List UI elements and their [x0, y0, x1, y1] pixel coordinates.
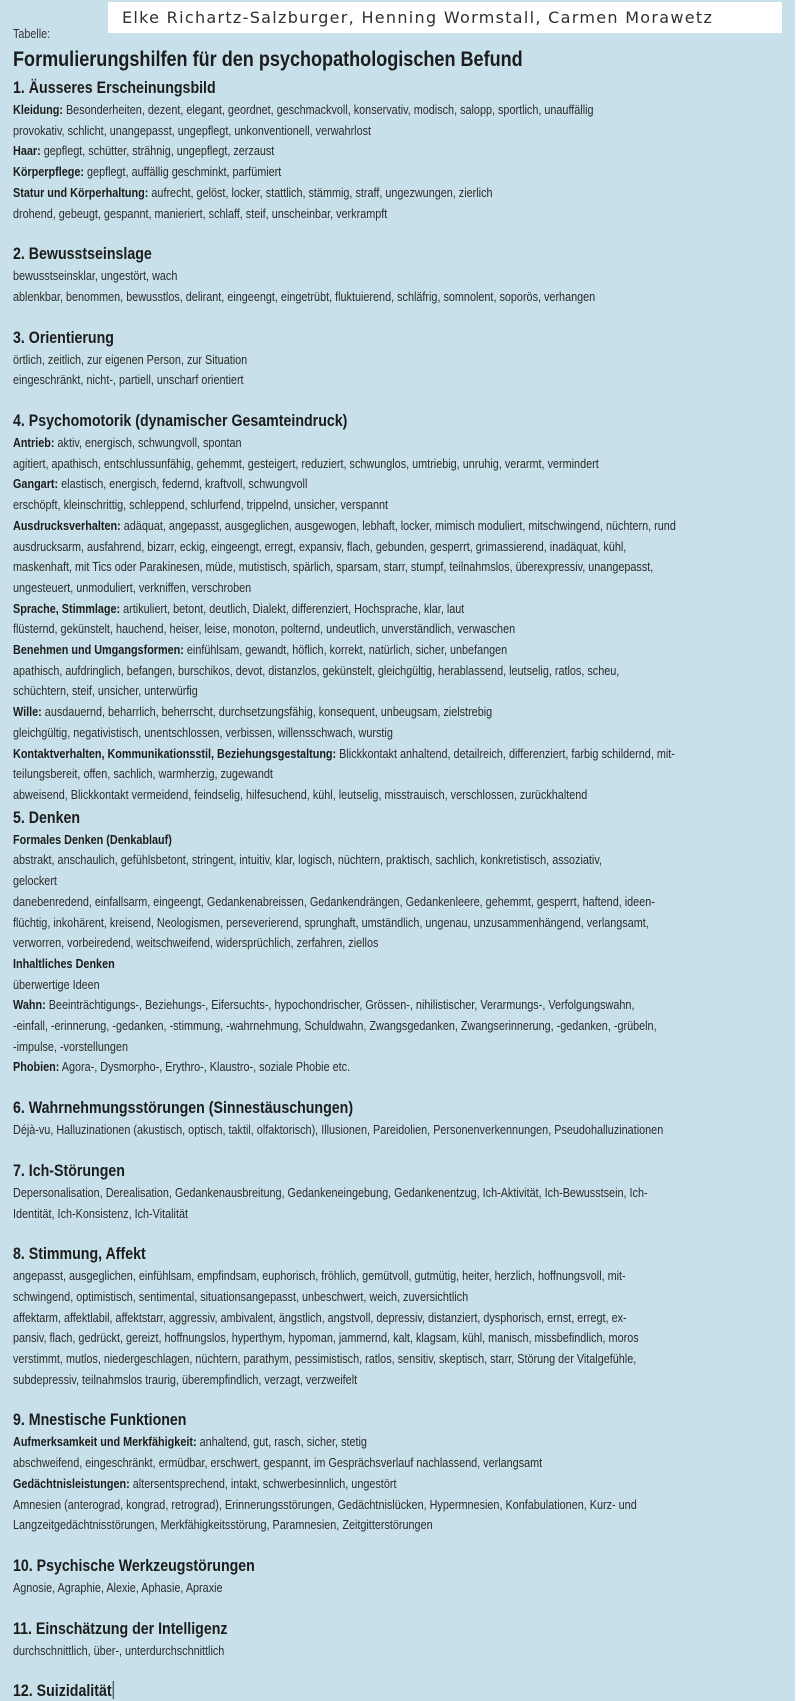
section-2 — [13, 242, 791, 307]
section-heading: 5. Denken — [13, 808, 81, 827]
entry-line — [13, 162, 791, 183]
entry-text: Beeinträchtigungs-, Beziehungs-, Eifersuchts-, hypochondrischer, Grössen-, nihilistischer, Verarmungs-, Verfolgungswahn, — [48, 998, 635, 1013]
entry-line: ungesteuert, unmoduliert, verkniffen, verschroben — [13, 580, 252, 595]
entry-line: danebenredend, einfallsarm, eingeengt, Gedankenabreissen, Gedankendrängen, Gedankenleere, gehemmt, gesperrt, haftend, ideen- — [13, 894, 655, 909]
page-title: Formulierungshilfen für den psychopathologischen Befund — [13, 48, 523, 71]
entry-line: flüchtig, inkohärent, kreisend, Neologismen, perseverierend, sprunghaft, umständlich, ungenau, unzusammenhängend, verlangsamt, — [13, 915, 649, 930]
section-heading: 8. Stimmung, Affekt — [13, 1245, 146, 1264]
term-label: Statur und Körperhaltung: — [13, 185, 149, 200]
entry-text: altersentsprechend, intakt, schwerbesinnlich, ungestört — [132, 1476, 397, 1491]
entry-line: verstimmt, mutlos, niedergeschlagen, nüchtern, parathym, pessimistisch, ratlos, sensitiv, skeptisch, starr, Störung der Vitalgefühle, — [13, 1352, 637, 1367]
entry-line: erschöpft, kleinschrittig, schleppend, schlurfend, trippelnd, unsicher, verspannt — [13, 498, 389, 513]
entry-line: pansiv, flach, gedrückt, gereizt, hoffnungslos, hyperthym, hypoman, jammernd, kalt, klagsam, kühl, manisch, missbefindlich, moros — [13, 1331, 639, 1346]
entry-line: provokativ, schlicht, unangepasst, ungepflegt, unkonventionell, verwahrlost — [13, 123, 372, 138]
section-9 — [13, 1408, 791, 1536]
entry-line: bewusstseinsklar, ungestört, wach — [13, 269, 178, 284]
entry-line: schwingend, optimistisch, sentimental, situationsangepasst, unbeschwert, weich, zuversichtlich — [13, 1289, 469, 1304]
term-label: Kontaktverhalten, Kommunikationsstil, Beziehungsgestaltung: — [13, 746, 337, 761]
term-label: Ausdrucksverhalten: — [13, 518, 121, 533]
section-heading: 9. Mnestische Funktionen — [13, 1411, 187, 1430]
section-5 — [13, 806, 791, 1078]
entry-line: gelockert — [13, 874, 57, 889]
author-names: Elke Richartz-Salzburger, Henning Wormstall, Carmen Morawetz — [108, 2, 782, 33]
entry-line: subdepressiv, teilnahmslos traurig, überempfindlich, verzagt, verzweifelt — [13, 1372, 358, 1387]
entry-text: elastisch, energisch, federnd, kraftvoll, schwungvoll — [61, 477, 308, 492]
entry-line: Depersonalisation, Derealisation, Gedankenausbreitung, Gedankeneingebung, Gedankenentzug, Ich-Aktivität, Ich-Bewusstsein, Ich- — [13, 1185, 648, 1200]
entry-line — [13, 433, 791, 454]
entry-text: einfühlsam, gewandt, höflich, korrekt, natürlich, sicher, unbefangen — [186, 643, 508, 658]
entry-line: Langzeitgedächtnisstörungen, Merkfähigkeitsstörung, Paramnesien, Zeitgitterstörungen — [13, 1518, 433, 1533]
section-heading: 4. Psychomotorik (dynamischer Gesamteindruck) — [13, 412, 348, 431]
term-label: Gangart: — [13, 477, 59, 492]
entry-line: durchschnittlich, über-, unterdurchschnittlich — [13, 1643, 225, 1658]
entry-line: abstrakt, anschaulich, gefühlsbetont, stringent, intuitiv, klar, logisch, nüchtern, praktisch, sachlich, konkretistisch, assoziativ, — [13, 853, 602, 868]
entry-line — [13, 474, 791, 495]
term-label: Kleidung: — [13, 103, 63, 117]
section-8 — [13, 1242, 791, 1390]
section-6 — [13, 1096, 791, 1141]
term-label: Phobien: — [13, 1060, 60, 1075]
section-3 — [13, 326, 791, 391]
entry-text: gepflegt, auffällig geschminkt, parfümiert — [87, 165, 282, 180]
entry-line — [13, 995, 791, 1016]
entry-line — [13, 516, 791, 537]
term-label: Sprache, Stimmlage: — [13, 601, 121, 616]
entry-line — [13, 1432, 791, 1453]
subheading: Formales Denken (Denkablauf) — [13, 832, 172, 847]
entry-line: -einfall, -erinnerung, -gedanken, -stimmung, -wahrnehmung, Schuldwahn, Zwangsgedanken, Zwangserinnerung, -gedanken, -grübeln, — [13, 1019, 657, 1034]
entry-line: Amnesien (anterograd, kongrad, retrograd), Erinnerungsstörungen, Gedächtnislücken, Hypermnesien, Konfabulationen, Kurz- und — [13, 1497, 637, 1512]
entry-line — [13, 183, 791, 204]
entry-line: -impulse, -vorstellungen — [13, 1039, 128, 1054]
entry-line: affektarm, affektlabil, affektstarr, aggressiv, ambivalent, ängstlich, angstvoll, depressiv, distanziert, dysphorisch, ernst, erregt, ex- — [13, 1310, 627, 1325]
entry-line: agitiert, apathisch, entschlussunfähig, gehemmt, gesteigert, reduziert, schwunglos, umtriebig, unruhig, verarmt, vermindert — [13, 456, 599, 471]
term-label: Wahn: — [13, 998, 46, 1013]
entry-line — [13, 1057, 791, 1078]
term-label: Gedächtnisleistungen: — [13, 1476, 130, 1491]
entry-text: aktiv, energisch, schwungvoll, spontan — [57, 436, 242, 451]
entry-line: abweisend, Blickkontakt vermeidend, feindselig, hilfesuchend, kühl, leutselig, misstrauisch, verschlossen, zurückhaltend — [13, 787, 588, 802]
section-heading: 2. Bewusstseinslage — [13, 245, 152, 264]
section-heading: 6. Wahrnehmungsstörungen (Sinnestäuschungen) — [13, 1099, 354, 1118]
section-heading: 1. Äusseres Erscheinungsbild — [13, 79, 216, 97]
entry-text: anhaltend, gut, rasch, sicher, stetig — [199, 1435, 367, 1450]
entry-line: apathisch, aufdringlich, befangen, burschikos, devot, distanzlos, gekünstelt, gleichgültig, herablassend, leutselig, ratlos, scheu, — [13, 663, 620, 678]
entry-line: örtlich, zeitlich, zur eigenen Person, zur Situation — [13, 352, 248, 367]
entry-line — [13, 599, 791, 620]
section-heading: 7. Ich-Störungen — [13, 1161, 125, 1180]
entry-line: teilungsbereit, offen, sachlich, warmherzig, zugewandt — [13, 767, 273, 782]
entry-line: gleichgültig, negativistisch, unentschlossen, verbissen, willensschwach, wurstig — [13, 725, 393, 740]
entry-text: ausdauernd, beharrlich, beherrscht, durchsetzungsfähig, konsequent, unbeugsam, zielstrebig — [44, 705, 493, 720]
text-cursor — [112, 1681, 113, 1699]
section-7 — [13, 1159, 791, 1224]
section-4 — [13, 409, 791, 806]
term-label: Haar: — [13, 144, 41, 159]
entry-line: flüsternd, gekünstelt, hauchend, heiser, leise, monoton, polternd, undeutlich, unverständlich, verwaschen — [13, 622, 516, 637]
section-heading: 10. Psychische Werkzeugstörungen — [13, 1556, 255, 1575]
entry-line: ausdrucksarm, ausfahrend, bizarr, eckig, eingeengt, erregt, expansiv, flach, gebunden, gesperrt, grimassierend, inadäquat, kühl, — [13, 539, 627, 554]
section-1 — [13, 76, 791, 224]
entry-line — [13, 1474, 791, 1495]
entry-line — [13, 100, 791, 121]
entry-line: eingeschränkt, nicht-, partiell, unscharf orientiert — [13, 373, 244, 388]
entry-line: abschweifend, eingeschränkt, ermüdbar, erschwert, gespannt, im Gesprächsverlauf nachlassend, verlangsamt — [13, 1456, 543, 1471]
entry-line: schüchtern, steif, unsicher, unterwürfig — [13, 684, 198, 699]
term-label: Benehmen und Umgangsformen: — [13, 643, 184, 658]
entry-text: adäquat, angepasst, ausgeglichen, ausgewogen, lebhaft, locker, mimisch moduliert, mitschwingend, nüchtern, rund — [123, 518, 676, 533]
entry-line: überwertige Ideen — [13, 977, 100, 992]
entry-text: Besonderheiten, dezent, elegant, geordnet, geschmackvoll, konservativ, modisch, salopp, sportlich, unauffällig — [65, 103, 594, 117]
table-label: Tabelle: — [13, 27, 51, 41]
table-content — [13, 24, 791, 1701]
subheading: Inhaltliches Denken — [13, 956, 115, 971]
entry-line: Agnosie, Agraphie, Alexie, Aphasie, Apraxie — [13, 1580, 223, 1595]
entry-line — [13, 702, 791, 723]
term-label: Antrieb: — [13, 436, 55, 451]
entry-line — [13, 141, 791, 162]
entry-line: ablenkbar, benommen, bewusstlos, delirant, eingeengt, eingetrübt, fluktuierend, schläfrig, somnolent, soporös, verhangen — [13, 289, 596, 304]
entry-text: Agora-, Dysmorpho-, Erythro-, Klaustro-, soziale Phobie etc. — [61, 1060, 351, 1075]
entry-line — [13, 744, 791, 765]
section-10 — [13, 1554, 791, 1599]
entry-text: artikuliert, betont, deutlich, Dialekt, differenziert, Hochsprache, klar, laut — [123, 601, 465, 616]
section-heading: 3. Orientierung — [13, 328, 114, 347]
entry-line: verworren, vorbeiredend, weitschweifend, widersprüchlich, zerfahren, ziellos — [13, 936, 379, 951]
section-heading: 11. Einschätzung der Intelligenz — [13, 1619, 228, 1638]
entry-line: maskenhaft, mit Tics oder Parakinesen, müde, mutistisch, spärlich, sparsam, starr, stumpf, teilnahmslos, überexpressiv, unangepasst, — [13, 560, 654, 575]
entry-line: drohend, gebeugt, gespannt, manieriert, schlaff, steif, unscheinbar, verkrampft — [13, 206, 388, 221]
section-heading-text: 12. Suizidalität — [13, 1682, 112, 1701]
term-label: Wille: — [13, 705, 42, 720]
entry-line: angepasst, ausgeglichen, einfühlsam, empfindsam, euphorisch, fröhlich, gemütvoll, gutmütig, heiter, herzlich, hoffnungsvoll, mit- — [13, 1269, 626, 1284]
entry-text: Blickkontakt anhaltend, detailreich, differenziert, farbig schildernd, mit- — [339, 746, 675, 761]
entry-line — [13, 640, 791, 661]
entry-line: Déjà-vu, Halluzinationen (akustisch, optisch, taktil, olfaktorisch), Illusionen, Pareidolien, Personenverkennungen, Pseudohalluzinationen — [13, 1123, 664, 1138]
entry-line: Identität, Ich-Konsistenz, Ich-Vitalität — [13, 1206, 188, 1221]
section-heading-suizidalitaet[interactable] — [13, 1679, 791, 1701]
section-12 — [13, 1679, 791, 1701]
entry-text: gepflegt, schütter, strähnig, ungepflegt, zerzaust — [43, 144, 275, 159]
section-11 — [13, 1617, 791, 1662]
term-label: Aufmerksamkeit und Merkfähigkeit: — [13, 1435, 197, 1450]
term-label: Körperpflege: — [13, 165, 85, 180]
entry-text: aufrecht, gelöst, locker, stattlich, stämmig, straff, ungezwungen, zierlich — [151, 185, 493, 200]
